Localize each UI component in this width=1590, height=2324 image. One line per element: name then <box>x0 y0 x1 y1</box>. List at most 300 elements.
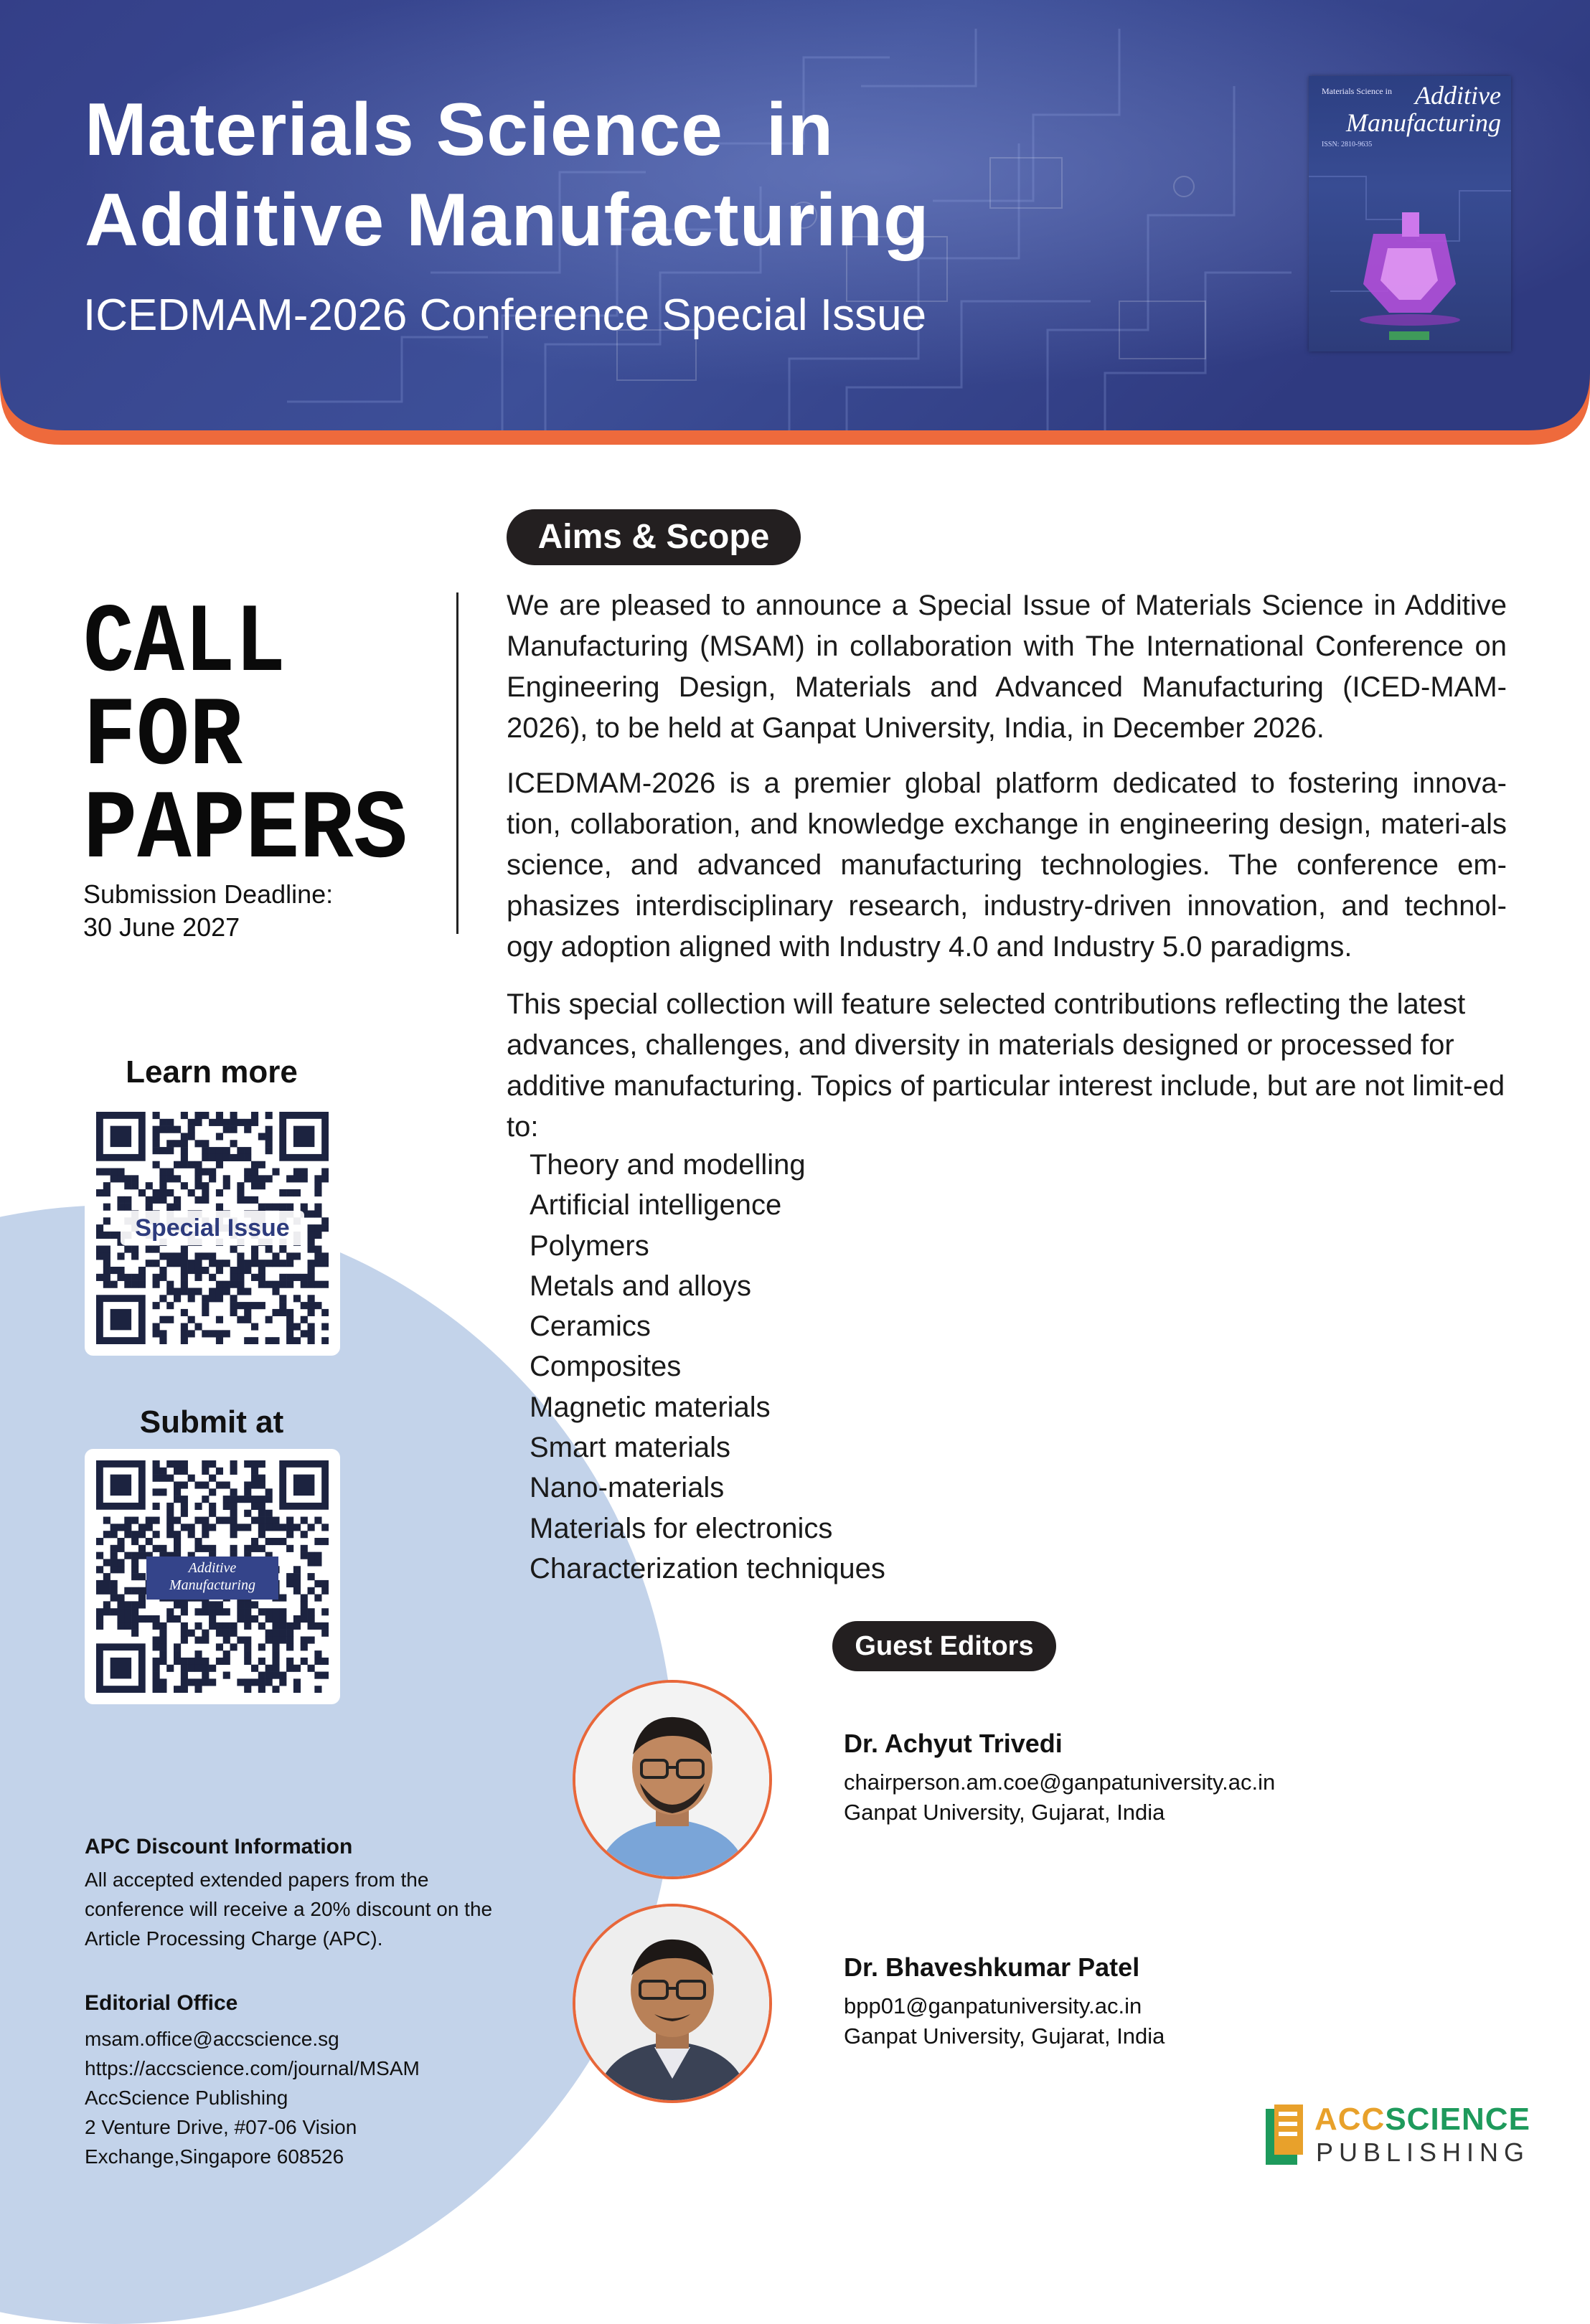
qr-module <box>96 1168 103 1176</box>
qr-module <box>237 1302 244 1309</box>
qr-module <box>209 1545 216 1552</box>
qr-module <box>258 1281 265 1288</box>
qr-module <box>174 1175 181 1182</box>
learn-more-label: Learn more <box>126 1054 298 1090</box>
qr-module <box>96 1566 103 1573</box>
qr-module <box>188 1260 195 1267</box>
qr-module <box>279 1615 286 1622</box>
qr-module <box>181 1630 188 1637</box>
qr-module <box>181 1510 188 1517</box>
qr-module <box>181 1658 188 1665</box>
qr-module <box>272 1260 279 1267</box>
qr-module <box>103 1274 110 1281</box>
qr-module <box>209 1175 216 1182</box>
editor-2-email[interactable]: bpp01@ganpatuniversity.ac.in <box>844 1993 1142 2018</box>
qr-module <box>124 1182 131 1189</box>
topic-item: Composites <box>530 1351 682 1383</box>
qr-module <box>159 1196 166 1204</box>
qr-module <box>216 1147 223 1154</box>
qr-module <box>272 1337 279 1344</box>
qr-finder-pattern <box>110 1658 131 1678</box>
qr-module <box>223 1636 230 1643</box>
qr-module <box>117 1204 124 1211</box>
qr-module <box>223 1517 230 1524</box>
qr-module <box>103 1189 110 1196</box>
qr-module <box>301 1636 308 1643</box>
qr-module <box>174 1288 181 1295</box>
qr-module <box>308 1622 315 1630</box>
qr-module <box>131 1175 138 1182</box>
qr-module <box>194 1545 202 1552</box>
qr-module <box>110 1281 118 1288</box>
qr-module <box>251 1665 258 1672</box>
qr-module <box>194 1538 202 1545</box>
qr-module <box>166 1510 174 1517</box>
qr-module <box>308 1267 315 1274</box>
publisher-name <box>1314 2102 1530 2138</box>
qr-module <box>159 1686 166 1693</box>
qr-module <box>166 1475 174 1482</box>
qr-module <box>265 1678 273 1686</box>
qr-module <box>301 1330 308 1337</box>
qr-module <box>103 1204 110 1211</box>
qr-module <box>258 1531 265 1538</box>
qr-module <box>103 1260 110 1267</box>
qr-module <box>237 1678 244 1686</box>
qr-module <box>265 1630 273 1637</box>
qr-module <box>96 1622 103 1630</box>
qr-module <box>188 1330 195 1337</box>
qr-module <box>244 1302 251 1309</box>
qr-module <box>181 1140 188 1147</box>
qr-module <box>194 1274 202 1281</box>
topic-item: Theory and modelling <box>530 1149 806 1181</box>
qr-module <box>216 1601 223 1608</box>
qr-module <box>166 1517 174 1524</box>
qr-module <box>293 1189 301 1196</box>
qr-module <box>110 1587 118 1595</box>
qr-module <box>110 1175 118 1182</box>
qr-module <box>174 1488 181 1496</box>
qr-module <box>174 1260 181 1267</box>
qr-module <box>181 1260 188 1267</box>
qr-module <box>251 1175 258 1182</box>
qr-module <box>202 1330 209 1337</box>
qr-module <box>194 1323 202 1331</box>
qr-module <box>153 1475 160 1482</box>
qr-module <box>279 1246 286 1253</box>
qr-module <box>194 1481 202 1488</box>
qr-module <box>293 1323 301 1331</box>
qr-module <box>110 1232 118 1239</box>
qr-module <box>166 1119 174 1126</box>
qr-module <box>286 1316 293 1323</box>
qr-module <box>174 1643 181 1650</box>
qr-module <box>286 1636 293 1643</box>
qr-module <box>321 1538 329 1545</box>
qr-module <box>202 1140 209 1147</box>
office-address-line-2: Exchange,Singapore 608526 <box>85 2145 344 2168</box>
qr-module <box>153 1189 160 1196</box>
qr-module <box>314 1552 321 1559</box>
qr-module <box>103 1608 110 1615</box>
qr-module <box>181 1288 188 1295</box>
qr-module <box>103 1531 110 1538</box>
qr-module <box>181 1524 188 1531</box>
qr-module <box>301 1302 308 1309</box>
qr-module <box>293 1580 301 1587</box>
qr-module <box>131 1559 138 1566</box>
topic-item: Smart materials <box>530 1432 731 1464</box>
qr-module <box>230 1643 237 1650</box>
qr-module <box>181 1330 188 1337</box>
qr-module <box>202 1608 209 1615</box>
qr-module <box>244 1608 251 1615</box>
qr-module <box>202 1468 209 1475</box>
qr-module <box>258 1260 265 1267</box>
qr-module <box>181 1686 188 1693</box>
cover-title-line-1: Additive <box>1415 81 1501 110</box>
qr-module <box>166 1503 174 1510</box>
qr-module <box>216 1133 223 1140</box>
qr-module <box>96 1580 103 1587</box>
qr-module <box>223 1147 230 1154</box>
qr-module <box>202 1630 209 1637</box>
qr-module <box>230 1496 237 1503</box>
qr-module <box>159 1189 166 1196</box>
qr-module <box>293 1175 301 1182</box>
cover-small-text: Materials Science in <box>1322 86 1392 96</box>
qr-module <box>272 1281 279 1288</box>
qr-module <box>194 1503 202 1510</box>
cfp-line-1: CALL <box>83 590 286 699</box>
qr-module <box>293 1587 301 1595</box>
qr-module <box>293 1274 301 1281</box>
qr-journal-label-line-2: Manufacturing <box>169 1577 255 1593</box>
qr-module <box>194 1161 202 1168</box>
qr-module <box>251 1545 258 1552</box>
qr-module <box>237 1154 244 1161</box>
qr-module <box>110 1580 118 1587</box>
qr-module <box>188 1531 195 1538</box>
qr-module <box>153 1260 160 1267</box>
qr-module <box>209 1119 216 1126</box>
qr-module <box>103 1246 110 1253</box>
qr-module <box>230 1545 237 1552</box>
qr-module <box>216 1204 223 1211</box>
qr-module <box>174 1252 181 1260</box>
qr-module <box>153 1460 160 1468</box>
qr-module <box>117 1168 124 1176</box>
qr-module <box>237 1252 244 1260</box>
qr-module <box>230 1622 237 1630</box>
qr-module <box>202 1665 209 1672</box>
aims-paragraph-3: This special collection will feature selected contributions reflecting the latest advances, challenges, and diversity in materials designed or processed for additive manufacturing. Topics of particular interest include, but are not limit-ed to: <box>507 988 1505 1143</box>
qr-module <box>230 1246 237 1253</box>
qr-module <box>103 1580 110 1587</box>
qr-module <box>194 1119 202 1126</box>
qr-module <box>159 1468 166 1475</box>
editorial-office-title: Editorial Office <box>85 1991 238 2015</box>
qr-module <box>153 1302 160 1309</box>
qr-module <box>153 1196 160 1204</box>
qr-module <box>279 1630 286 1637</box>
qr-module <box>188 1161 195 1168</box>
qr-module <box>230 1510 237 1517</box>
qr-module <box>308 1573 315 1580</box>
qr-module <box>251 1468 258 1475</box>
qr-module <box>244 1678 251 1686</box>
qr-module <box>216 1161 223 1168</box>
qr-module <box>153 1274 160 1281</box>
qr-module <box>166 1204 174 1211</box>
qr-module <box>286 1665 293 1672</box>
qr-module <box>230 1112 237 1119</box>
qr-module <box>110 1267 118 1274</box>
qr-module <box>265 1133 273 1140</box>
qr-module <box>279 1302 286 1309</box>
qr-module <box>209 1608 216 1615</box>
editor-2-name: Dr. Bhaveshkumar Patel <box>844 1952 1140 1982</box>
submit-qr-code[interactable] <box>85 1449 340 1704</box>
office-publisher: AccScience Publishing <box>85 2087 288 2109</box>
qr-module <box>131 1182 138 1189</box>
qr-module <box>237 1274 244 1281</box>
qr-module <box>138 1552 146 1559</box>
qr-module <box>138 1615 146 1622</box>
qr-module <box>110 1552 118 1559</box>
qr-module <box>258 1678 265 1686</box>
qr-module <box>153 1545 160 1552</box>
qr-module <box>159 1678 166 1686</box>
qr-module <box>159 1545 166 1552</box>
qr-module <box>308 1330 315 1337</box>
qr-module <box>103 1217 110 1224</box>
qr-module <box>308 1337 315 1344</box>
qr-module <box>244 1260 251 1267</box>
qr-module <box>251 1161 258 1168</box>
qr-module <box>181 1246 188 1253</box>
topic-item: Ceramics <box>530 1310 651 1343</box>
qr-module <box>153 1531 160 1538</box>
qr-module <box>117 1566 124 1573</box>
qr-module <box>321 1175 329 1182</box>
qr-module <box>293 1678 301 1686</box>
qr-module <box>314 1210 321 1217</box>
qr-module <box>230 1140 237 1147</box>
qr-module <box>308 1274 315 1281</box>
aims-paragraph-1: We are pleased to announce a Special Issue of Materials Science in Additive Manufacturing (MSAM) in collaboration with The International Conference on Engineering Design, Materials and Advanced Manufacturing (ICED-MAM-2026), to be held at Ganpat University, India, in December 2026. <box>507 590 1507 744</box>
qr-module <box>166 1288 174 1295</box>
qr-module <box>244 1460 251 1468</box>
qr-module <box>131 1531 138 1538</box>
qr-module <box>174 1686 181 1693</box>
qr-module <box>124 1204 131 1211</box>
qr-module <box>153 1281 160 1288</box>
title-line-1: Materials Science in <box>85 88 834 171</box>
qr-module <box>174 1601 181 1608</box>
qr-module <box>117 1601 124 1608</box>
qr-module <box>174 1295 181 1302</box>
qr-module <box>159 1636 166 1643</box>
qr-module <box>124 1517 131 1524</box>
qr-module <box>265 1510 273 1517</box>
qr-module <box>286 1175 293 1182</box>
learn-more-qr-code[interactable] <box>85 1100 340 1356</box>
qr-module <box>166 1189 174 1196</box>
qr-module <box>131 1630 138 1637</box>
qr-module <box>131 1622 138 1630</box>
qr-module <box>166 1281 174 1288</box>
qr-module <box>272 1204 279 1211</box>
qr-module <box>194 1267 202 1274</box>
qr-module <box>166 1126 174 1133</box>
qr-module <box>272 1622 279 1630</box>
editor-1-photo <box>573 1680 772 1879</box>
qr-module <box>153 1140 160 1147</box>
qr-module <box>131 1587 138 1595</box>
qr-module <box>146 1204 153 1211</box>
qr-module <box>216 1189 223 1196</box>
topic-item: Materials for electronics <box>530 1512 833 1544</box>
qr-module <box>286 1580 293 1587</box>
qr-module <box>223 1330 230 1337</box>
qr-module <box>272 1288 279 1295</box>
qr-module <box>124 1246 131 1253</box>
qr-module <box>159 1622 166 1630</box>
qr-module <box>117 1622 124 1630</box>
qr-module <box>301 1168 308 1176</box>
qr-module <box>194 1175 202 1182</box>
qr-module <box>244 1643 251 1650</box>
qr-module <box>265 1665 273 1672</box>
qr-module <box>188 1119 195 1126</box>
qr-module <box>131 1246 138 1253</box>
qr-module <box>188 1316 195 1323</box>
qr-module <box>166 1524 174 1531</box>
qr-module <box>153 1672 160 1679</box>
qr-module <box>251 1460 258 1468</box>
qr-module <box>272 1615 279 1622</box>
qr-module <box>181 1323 188 1331</box>
call-for-papers <box>83 590 428 862</box>
qr-module <box>131 1601 138 1608</box>
qr-module <box>194 1658 202 1665</box>
qr-module <box>301 1517 308 1524</box>
qr-module <box>308 1246 315 1253</box>
qr-module <box>124 1196 131 1204</box>
qr-module <box>223 1650 230 1658</box>
qr-module <box>314 1686 321 1693</box>
qr-module <box>237 1608 244 1615</box>
qr-module <box>230 1488 237 1496</box>
qr-module <box>194 1622 202 1630</box>
qr-module <box>314 1246 321 1253</box>
qr-module <box>153 1126 160 1133</box>
qr-module <box>159 1175 166 1182</box>
qr-module <box>265 1175 273 1182</box>
qr-module <box>153 1112 160 1119</box>
qr-module <box>308 1636 315 1643</box>
qr-module <box>244 1316 251 1323</box>
qr-module <box>230 1302 237 1309</box>
qr-module <box>117 1252 124 1260</box>
qr-module <box>174 1658 181 1665</box>
qr-module <box>103 1182 110 1189</box>
qr-module <box>138 1267 146 1274</box>
qr-module <box>258 1460 265 1468</box>
aims-scope-heading: Aims & Scope <box>507 509 801 565</box>
topic-item: Nano-materials <box>530 1472 725 1504</box>
qr-module <box>209 1524 216 1531</box>
qr-module <box>117 1538 124 1545</box>
qr-module <box>301 1601 308 1608</box>
qr-module <box>265 1496 273 1503</box>
qr-module <box>251 1615 258 1622</box>
qr-module <box>117 1196 124 1204</box>
qr-module <box>286 1630 293 1637</box>
qr-module <box>146 1538 153 1545</box>
call-for-papers-heading <box>83 590 428 862</box>
qr-module <box>146 1182 153 1189</box>
qr-module <box>153 1643 160 1650</box>
qr-module <box>174 1481 181 1488</box>
qr-module <box>216 1517 223 1524</box>
qr-module <box>314 1189 321 1196</box>
qr-module <box>159 1274 166 1281</box>
qr-module <box>174 1460 181 1468</box>
qr-module <box>301 1204 308 1211</box>
office-email[interactable]: msam.office@accscience.sg <box>85 2028 339 2050</box>
qr-module <box>258 1133 265 1140</box>
qr-module <box>237 1524 244 1531</box>
editor-1-email[interactable]: chairperson.am.coe@ganpatuniversity.ac.in <box>844 1770 1276 1795</box>
qr-module <box>117 1524 124 1531</box>
qr-module <box>194 1686 202 1693</box>
qr-module <box>223 1672 230 1679</box>
qr-module <box>272 1650 279 1658</box>
qr-module <box>265 1260 273 1267</box>
qr-module <box>251 1475 258 1482</box>
qr-module <box>166 1531 174 1538</box>
qr-module <box>202 1168 209 1176</box>
qr-module <box>321 1323 329 1331</box>
qr-module <box>301 1175 308 1182</box>
qr-module <box>265 1488 273 1496</box>
qr-module <box>159 1182 166 1189</box>
apc-title: APC Discount Information <box>85 1835 353 1858</box>
qr-module <box>117 1559 124 1566</box>
qr-module <box>159 1330 166 1337</box>
office-url[interactable]: https://accscience.com/journal/MSAM <box>85 2057 420 2079</box>
qr-module <box>314 1204 321 1211</box>
qr-module <box>153 1665 160 1672</box>
deadline-value: 30 June 2027 <box>83 912 240 942</box>
qr-module <box>314 1538 321 1545</box>
qr-module <box>181 1267 188 1274</box>
qr-module <box>188 1630 195 1637</box>
qr-module <box>244 1147 251 1154</box>
qr-module <box>110 1608 118 1615</box>
qr-module <box>174 1615 181 1622</box>
qr-module <box>159 1488 166 1496</box>
qr-module <box>153 1161 160 1168</box>
qr-module <box>258 1510 265 1517</box>
qr-module <box>202 1295 209 1302</box>
qr-module <box>194 1196 202 1204</box>
qr-module <box>181 1161 188 1168</box>
qr-module <box>181 1503 188 1510</box>
